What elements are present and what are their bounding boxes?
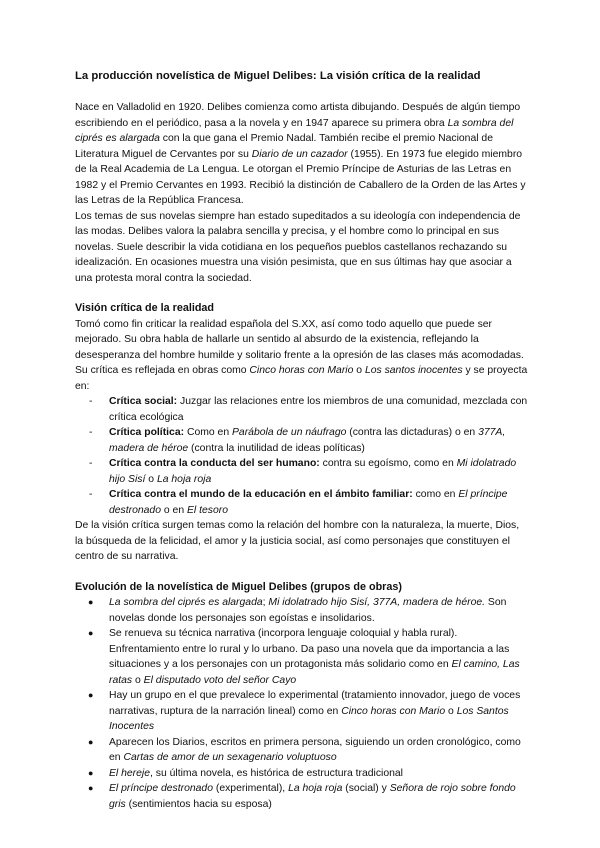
work-title: La sombra del ciprés es alargada (75, 117, 514, 144)
vision-paragraph: Tomó como fin criticar la realidad española del S.XX, así como todo aquello que puede ser mejorado. Su obra habla de hallarle un sentido al absurdo de la existencia, reflejando la desesperanza del hombre humilde y solitario frente a la opresión de las clases más acomodadas. Su crítica es reflejada en obras como Cinco horas con Mario o Los santos inocentes y se proyecta en: (75, 318, 528, 392)
critica-list (75, 394, 530, 518)
list-item: ● El hereje, su última novela, es histórica de estructura tradicional (75, 766, 530, 782)
list-item: ● Hay un grupo en el que prevalece lo experimental (tratamiento innovador, juego de voces narrativas, ruptura de la narración lineal) como en Cinco horas con Mario o Los Santos Inocentes (75, 688, 530, 735)
list-item: - Crítica política: Como en Parábola de un náufrago (contra las dictaduras) o en 377A, madera de héroe (contra la inutilidad de ideas políticas) (75, 425, 530, 456)
section-heading-vision: Visión crítica de la realidad (75, 302, 215, 314)
document-page (75, 68, 530, 812)
intro-paragraph-2: Los temas de sus novelas siempre han estado supeditados a su ideología con independencia de las modas. Delibes valora la palabra sencilla y precisa, y el hombre como lo principal en sus novelas. Suele describir la vida cotidiana en los pequeños pueblos castellanos rechazando su idealización. En ocasiones muestra una visión pesimista, que en sus últimas hay que asociar a una protesta moral contra la sociedad. (75, 210, 521, 284)
work-title: Los santos inocentes (364, 365, 463, 376)
list-item: - Crítica contra la conducta del ser humano: contra su egoísmo, como en Mi idolatrado hijo Sisí o La hoja roja (75, 456, 530, 487)
list-item: - Crítica social: Juzgar las relaciones entre los miembros de una comunidad, mezclada con crítica ecológica (75, 394, 530, 425)
section-heading-evolucion: Evolución de la novelística de Miguel Delibes (grupos de obras) (75, 580, 402, 593)
list-item: ● El príncipe destronado (experimental), La hoja roja (social) y Señora de rojo sobre fondo gris (sentimientos hacia su esposa) (75, 781, 530, 812)
work-title: Diario de un cazador (251, 148, 348, 160)
list-item: ● La sombra del ciprés es alargada; Mi idolatrado hijo Sisí, 377A, madera de héroe. Son novelas donde los personajes son egoístas e insolidarios. (75, 595, 530, 626)
document-title: La producción novelística de Miguel Delibes: La visión crítica de la realidad (75, 70, 481, 82)
list-item: ● Se renueva su técnica narrativa (incorpora lenguaje coloquial y habla rural). Enfrentamiento entre lo rural y lo urbano. Da paso una novela que da importancia a las situaciones y a los personajes con un protagonista más solidario como en El camino, Las ratas o El disputado voto del señor Cayo (75, 626, 530, 688)
intro-paragraph-1: Nace en Valladolid en 1920. Delibes comienza como artista dibujando. Después de algún tiempo escribiendo en el periódico, pasa a la novela y en 1947 aparece su primera obra La sombra del ciprés es alargada con la que gana el Premio Nadal. También recibe el premio Nacional de Literatura Miguel de Cervantes por su Diario de un cazador (1955). En 1973 fue elegido miembro de la Real Academia de La Lengua. Le otorgan el Premio Príncipe de Asturias de las Letras en 1982 y el Premio Cervantes en 1993. Recibió la distinción de Caballero de la Orden de las Artes y las Letras de la República Francesa. (75, 102, 526, 206)
list-item: ● Aparecen los Diarios, escritos en primera persona, siguiendo un orden cronológico, como en Cartas de amor de un sexagenario voluptuoso (75, 735, 530, 766)
evolucion-list (75, 595, 530, 812)
work-title: Cinco horas con Mario (249, 365, 354, 376)
list-item: - Crítica contra el mundo de la educación en el ámbito familiar: como en El príncipe destronado o en El tesoro (75, 487, 530, 518)
vision-closing-paragraph: De la visión crítica surgen temas como la relación del hombre con la naturaleza, la muerte, Dios, la búsqueda de la felicidad, el amor y la justicia social, así como personajes que constituyen el centro de su narrativa. (75, 520, 520, 562)
